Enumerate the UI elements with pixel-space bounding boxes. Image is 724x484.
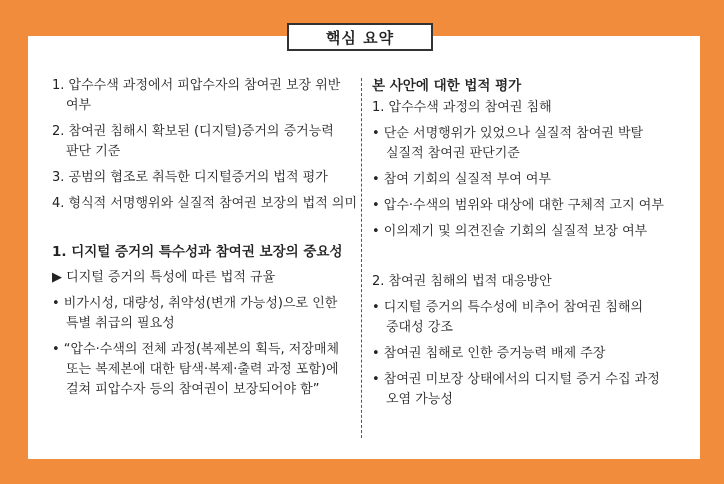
right-item [372,124,692,164]
right-item-line: 중대성 강조 [386,320,453,335]
right-item-line: 실질적 참여권 판단기준 [386,146,520,161]
bullet-line: • “압수·수색의 전체 과정(복제본의 획득, 저장매체 [52,342,340,357]
bullet-item [52,294,352,334]
issue-line: 4. 형식적 서명행위와 실질적 참여권 보장의 법적 의미 [52,196,358,211]
right-item-line: • 참여권 침해로 인한 증거능력 배제 주장 [372,346,606,361]
right-item [372,196,692,216]
right-item-line: 오염 가능성 [386,392,453,407]
bullet-line: 걸쳐 피압수자 등의 참여권이 보장되어야 함” [66,382,320,397]
right-item [372,170,692,190]
issue-list [52,76,358,214]
issue-item [52,76,352,116]
arrow-line: ▶ 디지털 증거의 특성에 따른 법적 규율 [52,270,276,285]
right-item [372,370,692,410]
right-header: 본 사안에 대한 법적 평가 [372,78,522,94]
issue-line: 1. 압수수색 과정에서 피압수자의 참여권 보장 위반 [52,78,341,93]
issue-line: 여부 [66,98,92,113]
right-item-line: • 단순 서명행위가 있었으나 실질적 참여권 박탈 [372,126,644,141]
right-section2-title: 2. 참여권 침해의 법적 대응방안 [372,274,552,289]
right-section1-title: 1. 압수수색 과정의 참여권 침해 [372,100,552,115]
summary-title: 핵심 요약 [287,23,433,51]
right-item [372,344,692,364]
issue-item [52,122,352,162]
issue-item [52,168,352,188]
right-item-line: • 디지털 증거의 특수성에 비추어 참여권 침해의 [372,300,644,315]
bullet-line: • 비가시성, 대량성, 취약성(변개 가능성)으로 인한 [52,296,338,311]
bullet-line: 특별 취급의 필요성 [66,316,175,331]
issue-line: 3. 공범의 협조로 취득한 디지털증거의 법적 평가 [52,170,328,185]
issue-line: 판단 기준 [66,144,121,159]
right-item-line: • 이의제기 및 의견진술 기회의 실질적 보장 여부 [372,224,648,239]
right-item [372,298,692,338]
bullet-item [52,340,352,400]
column-divider [361,78,362,438]
left-column [52,76,358,400]
issue-item [52,194,358,214]
issue-line: 2. 참여권 침해시 확보된 (디지털)증거의 증거능력 [52,124,334,139]
right-item-line: • 압수·수색의 범위와 대상에 대한 구체적 고지 여부 [372,198,664,213]
right-column [372,76,692,410]
left-section-title: 1. 디지털 증거의 특수성과 참여권 보장의 중요성 [52,244,343,260]
right-item [372,222,692,242]
bullet-line: 또는 복제본에 대한 탐색·복제·출력 과정 포함)에 [66,362,339,377]
right-item-line: • 참여권 미보장 상태에서의 디지털 증거 수집 과정 [372,372,660,387]
right-item-line: • 참여 기회의 실질적 부여 여부 [372,172,552,187]
